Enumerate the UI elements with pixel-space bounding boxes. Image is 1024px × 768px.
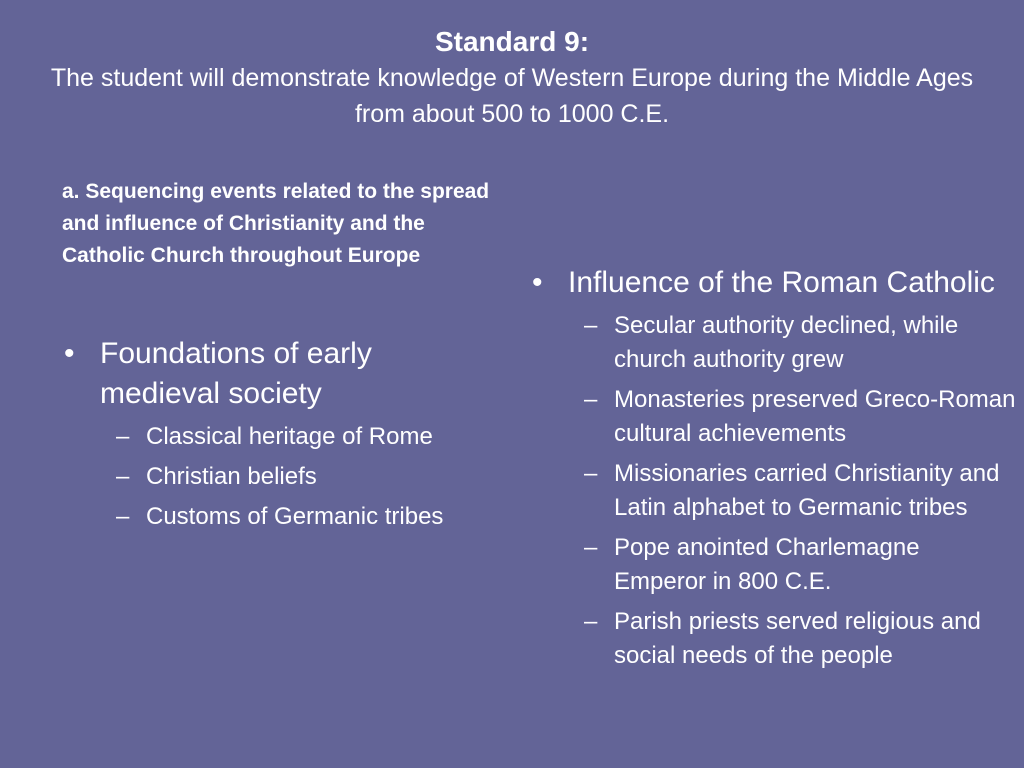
left-subitem <box>60 500 500 534</box>
left-subitem-text: Christian beliefs <box>146 463 317 490</box>
dash-icon: – <box>116 463 130 490</box>
dash-icon: – <box>584 534 598 561</box>
right-subitem-text: Secular authority declined, while church authority grew <box>614 312 959 373</box>
right-bullet-text: Influence of the Roman Catholic <box>568 266 995 299</box>
left-column-heading: a. Sequencing events related to the spread and influence of Christianity and the Catholic Church throughout Europe <box>62 180 490 267</box>
left-subitem-text: Customs of Germanic tribes <box>146 503 444 530</box>
title-subtitle: The student will demonstrate knowledge of Western Europe during the Middle Ages from about 500 to 1000 C.E. <box>50 64 974 128</box>
right-bullet-list <box>528 263 1018 679</box>
dash-icon: – <box>584 608 598 635</box>
left-subitem <box>60 460 500 494</box>
right-subitem <box>528 457 1018 525</box>
left-sublist <box>60 420 500 534</box>
right-subitem <box>528 383 1018 451</box>
dash-icon: – <box>584 312 598 339</box>
bullet-icon: • <box>64 337 75 370</box>
title-main: Standard 9: <box>434 26 590 57</box>
right-subitem-text: Missionaries carried Christianity and Latin alphabet to Germanic tribes <box>614 460 1000 521</box>
dash-icon: – <box>584 460 598 487</box>
right-bullet-item <box>528 263 1018 303</box>
dash-icon: – <box>116 423 130 450</box>
left-bullet-list <box>60 334 500 540</box>
left-bullet-text: Foundations of early medieval society <box>100 337 372 410</box>
right-subitem <box>528 531 1018 599</box>
slide-title <box>40 24 984 132</box>
left-subitem <box>60 420 500 454</box>
right-subitem-text: Parish priests served religious and social needs of the people <box>614 608 981 669</box>
right-subitem <box>528 605 1018 673</box>
right-subitem-text: Pope anointed Charlemagne Emperor in 800 C.E. <box>614 534 920 595</box>
dash-icon: – <box>116 503 130 530</box>
right-sublist <box>528 309 1018 673</box>
bullet-icon: • <box>532 266 543 299</box>
right-subitem-text: Monasteries preserved Greco-Roman cultural achievements <box>614 386 1016 447</box>
left-bullet-item <box>60 334 500 414</box>
right-subitem <box>528 309 1018 377</box>
left-subitem-text: Classical heritage of Rome <box>146 423 433 450</box>
dash-icon: – <box>584 386 598 413</box>
